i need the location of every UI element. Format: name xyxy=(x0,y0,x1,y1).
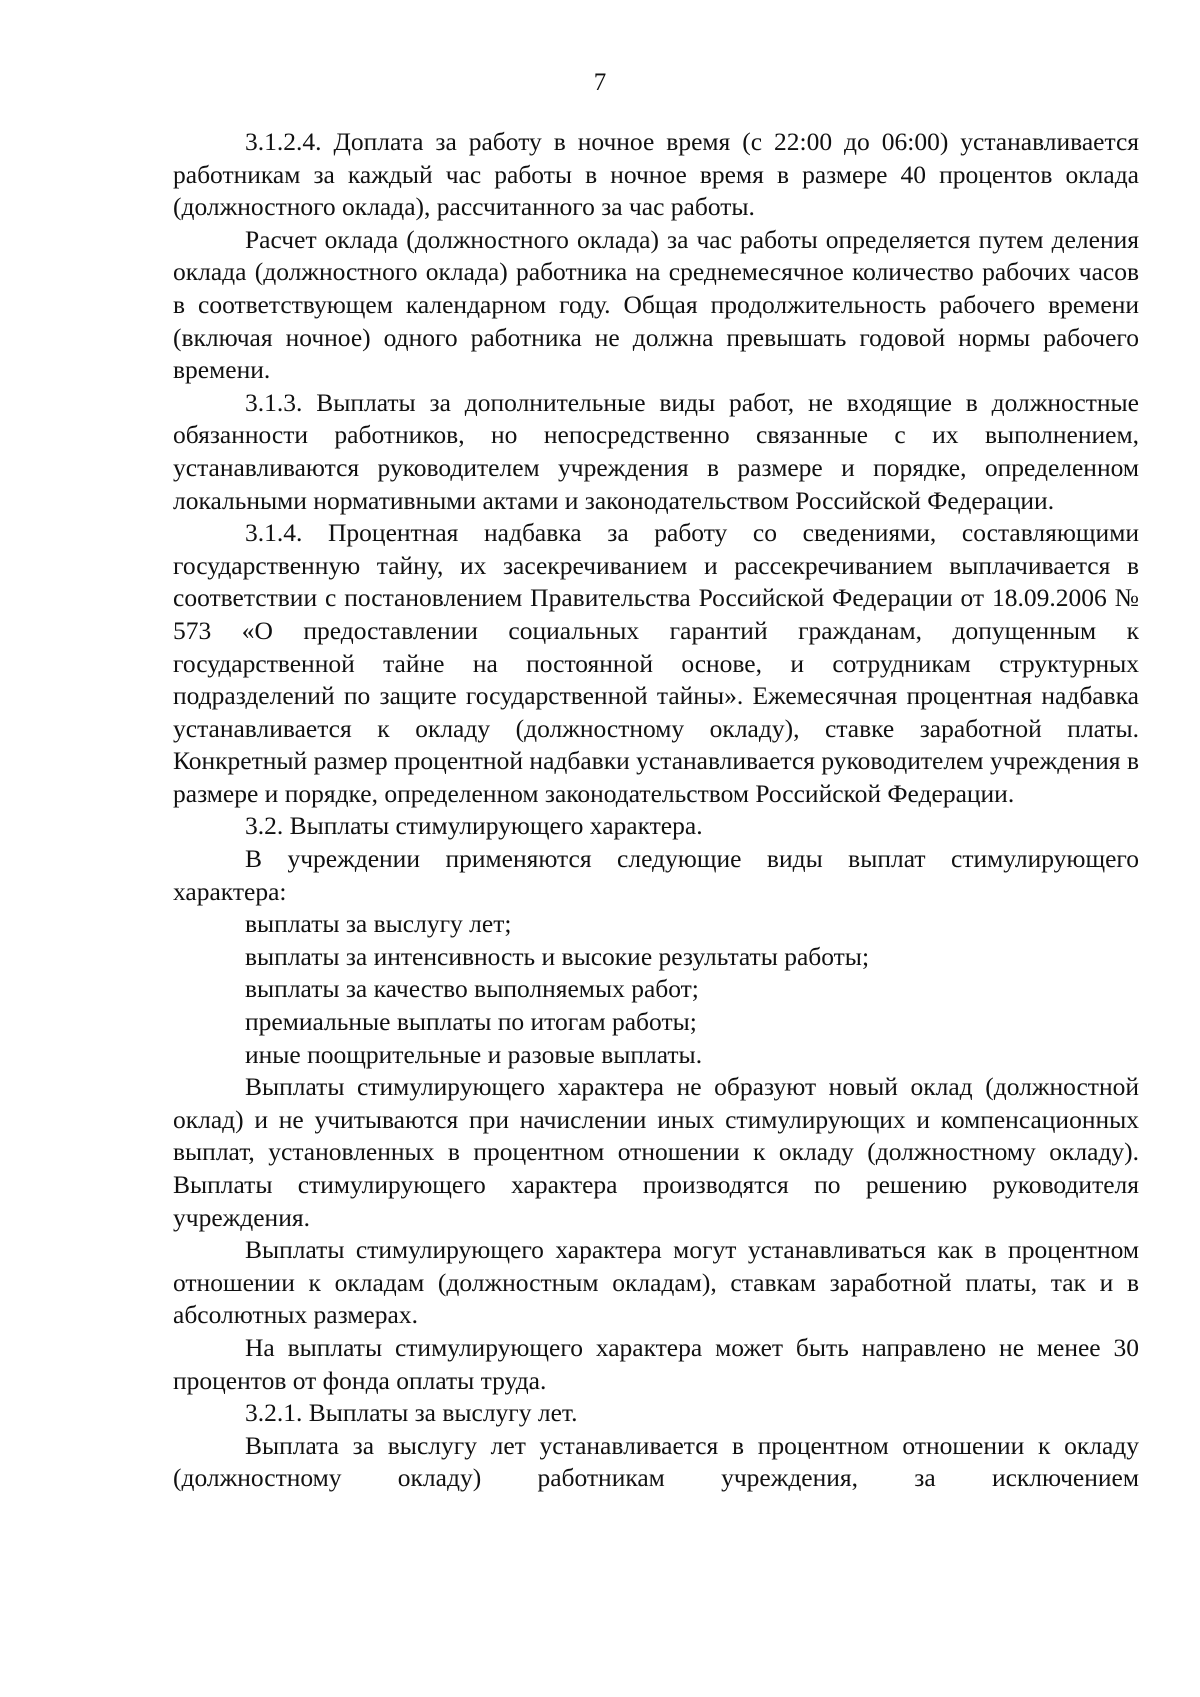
paragraph-additional-work-payments: 3.1.3. Выплаты за дополнительные виды работ, не входящие в должностные обязанности работников, но непосредственно связанные с их выполнением, устанавливаются руководителем учреждения в размере и порядке, определенном локальными нормативными актами и законодательством Российской Федерации. xyxy=(173,387,1139,515)
list-item-length-of-service: выплаты за выслугу лет; xyxy=(245,909,512,939)
paragraph-incentive-forms: Выплаты стимулирующего характера могут устанавливаться как в процентном отношении к окладам (должностным окладам), ставкам заработной платы, так и в абсолютных размерах. xyxy=(173,1235,1139,1330)
list-item-other-payments: иные поощрительные и разовые выплаты. xyxy=(245,1039,703,1069)
paragraph-length-of-service-payment: Выплата за выслугу лет устанавливается в процентном отношении к окладу (должностному окладу) работникам учреждения, за исключением xyxy=(173,1430,1139,1493)
list-item-quality-of-work: выплаты за качество выполняемых работ; xyxy=(245,974,699,1004)
paragraph-incentive-not-forming-salary: Выплаты стимулирующего характера не образуют новый оклад (должностной оклад) и не учитываются при начислении иных стимулирующих и компенсационных выплат, установленных в процентном отношении к окладу (должностному окладу). Выплаты стимулирующего характера производятся по решению руководителя учреждения. xyxy=(173,1072,1139,1232)
section-heading-length-of-service: 3.2.1. Выплаты за выслугу лет. xyxy=(245,1398,578,1428)
paragraph-night-work-pay: 3.1.2.4. Доплата за работу в ночное время (с 22:00 до 06:00) устанавливается работникам за каждый час работы в ночное время в размере 40 процентов оклада (должностного оклада), рассчитанного за час работы. xyxy=(173,127,1139,222)
list-item-bonus-payments: премиальные выплаты по итогам работы; xyxy=(245,1007,697,1037)
paragraph-state-secret-allowance: 3.1.4. Процентная надбавка за работу со сведениями, составляющими государственную тайну, их засекречиванием и рассекречиванием выплачивается в соответствии с постановлением Правительства Российской Федерации от 18.09.2006 № 573 «О предоставлении социальных гарантий гражданам, допущенным к государственной тайне на постоянной основе, и сотрудникам структурных подразделений по защите государственной тайны». Ежемесячная процентная надбавка устанавливается к окладу (должностному окладу), ставке заработной платы. Конкретный размер процентной надбавки устанавливается руководителем учреждения в размере и порядке, определенном законодательством Российской Федерации. xyxy=(173,518,1139,808)
section-heading-incentive-payments: 3.2. Выплаты стимулирующего характера. xyxy=(245,811,703,841)
page-number: 7 xyxy=(593,69,607,96)
document-body xyxy=(173,126,1139,1495)
paragraph-incentive-types-intro: В учреждении применяются следующие виды выплат стимулирующего характера: xyxy=(173,844,1139,906)
paragraph-incentive-fund-share: На выплаты стимулирующего характера может быть направлено не менее 30 процентов от фонда оплаты труда. xyxy=(173,1332,1139,1395)
list-item-intensity-results: выплаты за интенсивность и высокие результаты работы; xyxy=(245,941,870,971)
paragraph-hourly-salary-calculation: Расчет оклада (должностного оклада) за час работы определяется путем деления оклада (должностного оклада) работника на среднемесячное количество рабочих часов в соответствующем календарном году. Общая продолжительность рабочего времени (включая ночное) одного работника не должна превышать годовой нормы рабочего времени. xyxy=(173,224,1139,385)
